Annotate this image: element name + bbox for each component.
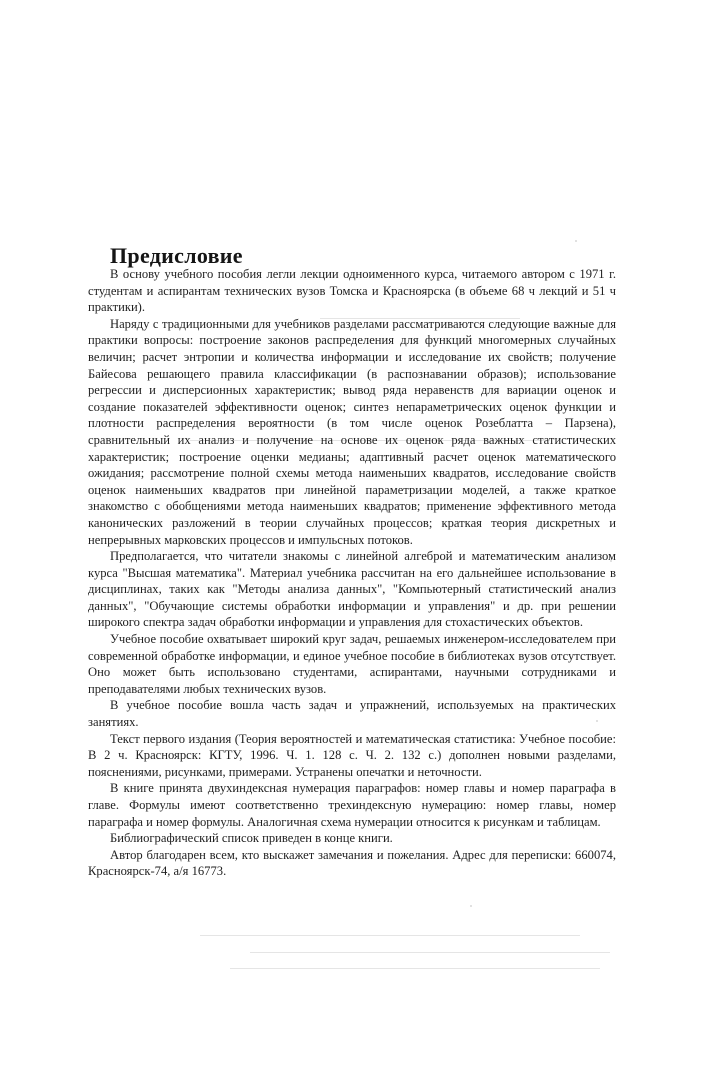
page-title: Предисловие — [110, 242, 243, 268]
scan-noise — [230, 968, 600, 969]
paragraph: Текст первого издания (Теория вероятностей и математическая статистика: Учебное пособие: В 2 ч. Красноярск: КГТУ, 1996. Ч. 1. 128 с. Ч. 2. 132 с.) дополнен новыми разделами, пояснениями, рисунками, примерами. Устранены опечатки и неточности. — [88, 731, 616, 779]
scan-noise — [250, 952, 610, 953]
scan-speck — [470, 905, 472, 907]
paragraph: Учебное пособие охватывает широкий круг задач, решаемых инженером-исследователем при современной обработке информации, и единое учебное пособие в библиотеках вузов отсутствует. Оно может быть использовано студентами, аспирантами, научными сотрудниками и преподавателями любых технических вузов. — [88, 632, 616, 696]
scan-noise — [200, 935, 580, 936]
paragraph: Предполагается, что читатели знакомы с линейной алгеброй и математическим анализом курса "Высшая математика". Материал учебника рассчитан на его дальнейшее использование в дисциплинах, таких как "Методы анализа данных", "Компьютерный статистический анализ данных", "Обучающие системы обработки информации и управления" и др. при решении широкого спектра задач обработки информации и управления для стохастических объектов. — [88, 549, 616, 630]
body-text — [88, 266, 616, 880]
paragraph: В учебное пособие вошла часть задач и упражнений, используемых на практических занятиях. — [88, 698, 616, 730]
scan-speck — [575, 240, 577, 242]
paragraph: В книге принята двухиндексная нумерация параграфов: номер главы и номер параграфа в главе. Формулы имеют соответственно трехиндексную нумерацию: номер главы, номер параграфа и номер формулы. Аналогичная схема нумерации относится к рисункам и таблицам. — [88, 781, 616, 829]
paragraph: Наряду с традиционными для учебников разделами рассматриваются следующие важные для практики вопросы: построение законов распределения для функций многомерных случайных величин; расчет энтропии и количества информации и исследование их свойств; получение Байесова решающего правила классификации (в распознавании образов); использование регрессии и дисперсионных характеристик; вывод ряда неравенств для вариации оценок и создание показателей эффективности оценок; синтез непараметрических оценок функции и плотности распределения вероятности (в том числе оценок Розеблатта – Парзена), сравнительный их анализ и получение на основе их оценок ряда важных статистических характеристик; построение оценки медианы; адаптивный расчет оценок математического ожидания; рассмотрение полной схемы метода наименьших квадратов, исследование свойств оценок наименьших квадратов при линейной параметризации моделей, а также краткое знакомство с обобщениями метода наименьших квадратов; применение эффективного метода канонических разложений в теории случайных процессов; краткая теория дискретных и непрерывных марковских процессов и импульсных потоков. — [88, 316, 616, 547]
paragraph: Библиографический список приведен в конце книги. — [110, 831, 393, 846]
paragraph: Автор благодарен всем, кто выскажет замечания и пожелания. Адрес для переписки: 660074, Красноярск-74, а/я 16773. — [88, 847, 616, 879]
paragraph: В основу учебного пособия легли лекции одноименного курса, читаемого автором с 1971 г. студентам и аспирантам технических вузов Томска и Красноярска (в объеме 68 ч лекций и 51 ч практики). — [88, 267, 616, 315]
